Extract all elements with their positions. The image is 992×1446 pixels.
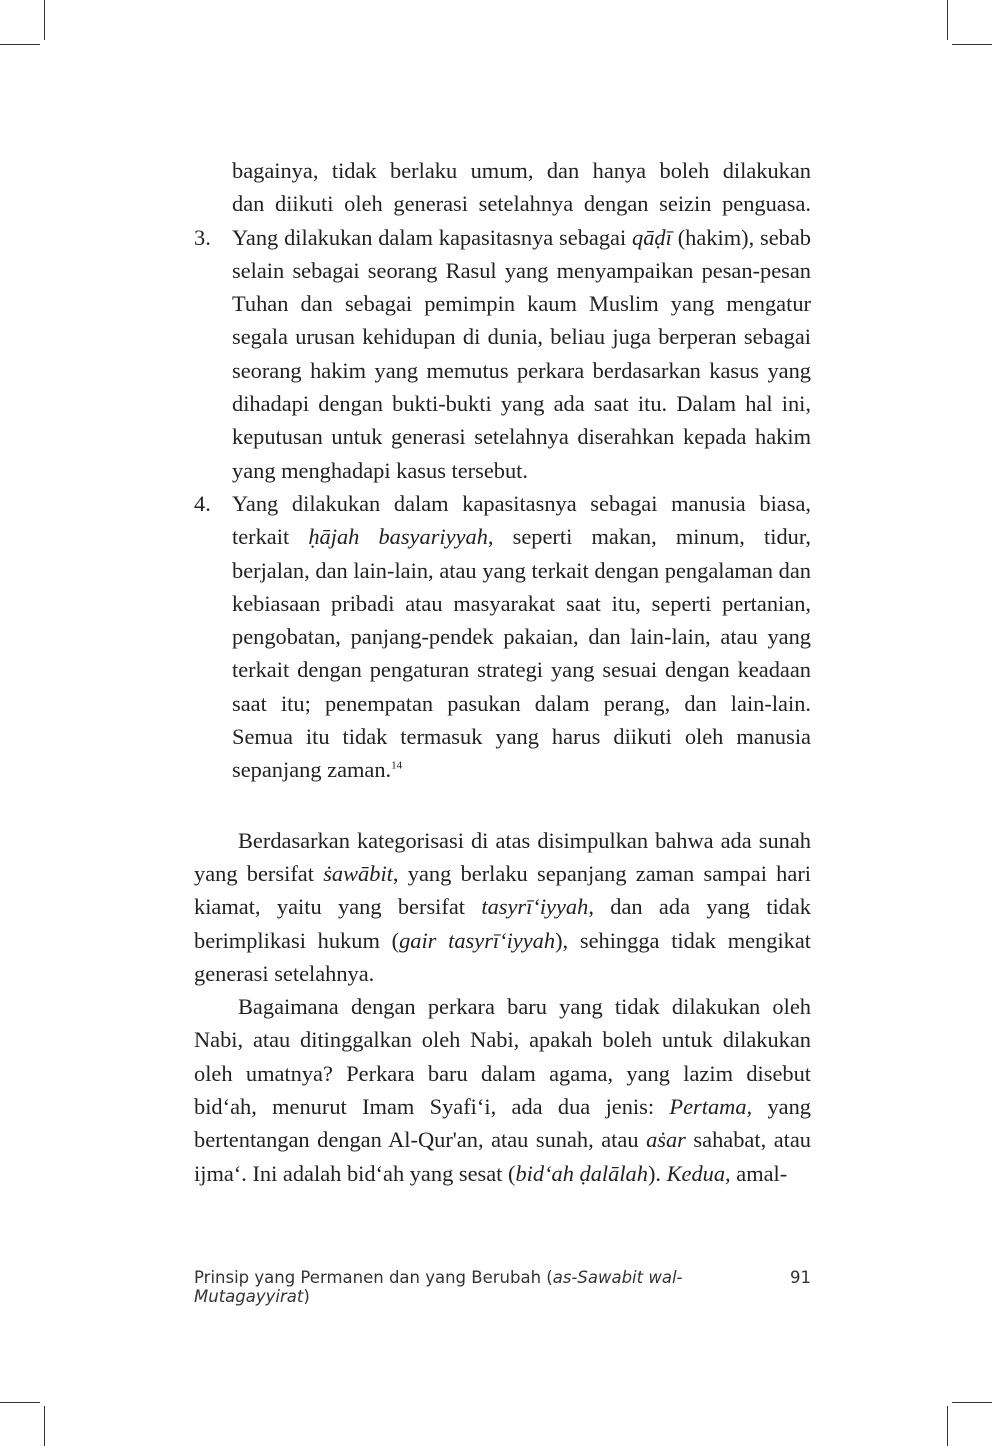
- paragraph-conclusion: Berdasarkan kategorisasi di atas disimpulkan bahwa ada sunah yang bersifat ṡawābit, yang berlaku sepanjang zaman sampai hari kiamat, yaitu yang bersifat tasyrī‘iyyah, dan ada yang tidak berimplikasi hukum (gair tasyrī‘iyyah), sehingga tidak mengikat generasi setelahnya.: [194, 827, 812, 986]
- list-item-number: 4.: [194, 490, 211, 516]
- running-title: Prinsip yang Permanen dan yang Berubah (as-Sawabit wal-Mutagayyirat): [194, 1268, 683, 1306]
- paragraph-bidah: Bagaimana dengan perkara baru yang tidak dilakukan oleh Nabi, atau ditinggalkan oleh Nabi, apakah boleh untuk dilakukan oleh umatnya? Perkara baru dalam agama, yang lazim disebut bid‘ah, menurut Imam Syafi‘i, ada dua jenis: Pertama, yang bertentangan dengan Al-Qur'an, atau sunah, atau aṡar sahabat, atau ijma‘. Ini adalah bid‘ah yang sesat (bid‘ah ḍalālah). Kedua, amal-: [194, 994, 811, 1186]
- crop-mark-bottom-left-h: [0, 1402, 40, 1403]
- list-item-text: Yang dilakukan dalam kapasitasnya sebagai qāḍī (hakim), sebab selain sebagai seorang Rasul yang menyampaikan pesan-pesan Tuhan dan sebagai pemimpin kaum Muslim yang mengatur segala urusan kehidupan di dunia, beliau juga berperan sebagai seorang hakim yang memutus perkara berdasarkan kasus yang dihadapi dengan bukti-bukti yang ada saat itu. Dalam hal ini, keputusan untuk generasi setelahnya diserahkan kepada hakim yang menghadapi kasus tersebut.: [232, 224, 811, 483]
- crop-mark-bottom-left-v: [44, 1406, 45, 1446]
- list-item-4: [194, 487, 811, 787]
- continuation-line-1: bagainya, tidak berlaku umum, dan hanya boleh dilakukan: [232, 158, 811, 183]
- list-item-number: 3.: [194, 224, 211, 250]
- page-footer: [194, 1268, 811, 1306]
- crop-mark-bottom-right-v: [947, 1406, 948, 1446]
- crop-mark-top-left-v: [44, 0, 45, 40]
- list-item-text: Yang dilakukan dalam kapasitasnya sebagai manusia biasa, terkait ḥājah basyariyyah, seperti makan, minum, tidur, berjalan, dan lain-lain, atau yang terkait dengan pengalaman dan kebiasaan pribadi atau masyarakat saat itu, seperti pertanian, pengobatan, panjang-pendek pakaian, dan lain-lain, atau yang terkait dengan pengaturan strategi yang sesuai dengan keadaan saat itu; penempatan pasukan dalam perang, dan lain-lain. Semua itu tidak termasuk yang harus diikuti oleh manusia sepanjang zaman.$^{14}$: [232, 490, 812, 783]
- crop-mark-top-left-h: [0, 44, 40, 45]
- continuation-line-2: dan diikuti oleh generasi setelahnya dengan seizin penguasa.: [232, 191, 811, 217]
- list-continuation: [194, 154, 811, 221]
- page-body: [194, 154, 811, 1190]
- crop-mark-top-right-v: [947, 0, 948, 40]
- list-item-3: [194, 221, 811, 487]
- crop-mark-top-right-h: [952, 44, 992, 45]
- crop-mark-bottom-right-h: [952, 1402, 992, 1403]
- footnote-marker: 14: [391, 759, 403, 772]
- page-number: 91: [790, 1268, 811, 1287]
